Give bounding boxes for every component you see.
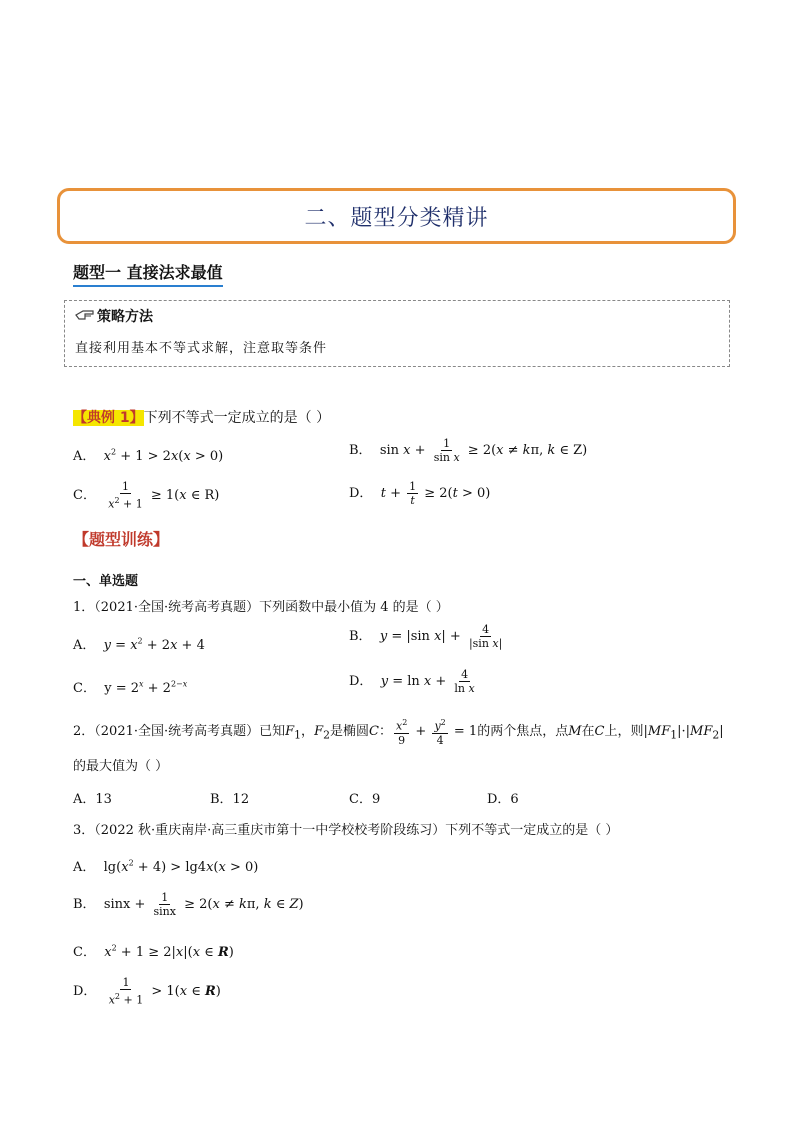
q2-choice-d: D．6 [487,792,519,807]
section-heading: 题型一 直接法求最值 [73,262,223,287]
training-heading: 【题型训练】 [73,530,170,549]
q1-option-a: A． $y = x^2 + 2x + 4$ [73,636,205,653]
example-label: 【典例 1】 [73,410,144,426]
single-choice-heading: 一、单选题 [73,574,139,589]
q1-option-b: B． y = |sin x| + $\frac{4}{\text{|sin x|}}$ [349,623,503,650]
example-1 [73,407,330,427]
q3-option-a: A． $\lg(x^2 + 4) > \lg 4x(x > 0)$ [73,858,259,875]
pointing-hand-icon [75,308,95,322]
q3-option-c: C． $x^2 + 1 \ge 2|x|(x$ ∈ R) [73,943,234,960]
example-question: 下列不等式一定成立的是（ ） [143,410,331,426]
page-title: 二、题型分类精讲 [304,205,489,231]
example-option-a: A． $x^2 + 1 > 2x(x > 0)$ [73,447,224,464]
question-2-stem-line2: 的最大值为（ ） [73,759,169,774]
question-1-stem: 1．（2021·全国·统考高考真题）下列函数中最小值为 4 的是（ ） [73,600,449,615]
question-3-stem: 3．（2022 秋·重庆南岸·高三重庆市第十一中学校校考阶段练习）下列不等式一定成立的是（ ） [73,823,619,838]
q1-option-c: C． $y = 2^x + 2^{2-x}$ [73,679,188,696]
q2-choice-a: A．13 [73,792,112,807]
q3-option-b: B． sinx + $\frac{1}{\sin x}$ ≥ 2(x ≠ kπ, k ∈ Z) [73,891,304,918]
q1-option-d: D． y = ln x + $\frac{4}{\text{ln x}}$ [349,668,475,695]
example-option-b: B． sin x + $\frac{1}{\text{sin x}}$ ≥ 2(x ≠ kπ, k ∈ Z) [349,437,588,464]
q3-option-d: D． $\frac{1}{x^2 + 1}$ > 1(x ∈ R) [73,976,221,1007]
example-option-d: D． t + $\frac{1}{t}$ ≥ 2(t > 0) [349,480,491,507]
strategy-text: 直接利用基本不等式求解，注意取等条件 [75,341,328,356]
q2-choice-b: B．12 [210,792,250,807]
strategy-box [64,300,730,367]
section-title-box [57,188,736,244]
example-option-c: C． $\frac{1}{x^2 + 1}$ ≥ 1(x ∈ R) [73,480,220,511]
strategy-label: 策略方法 [97,309,153,325]
question-2-stem: 2．（2021·全国·统考高考真题）已知$F_1$，$F_2$是椭圆C： $\frac{x^2}{9}$ + $\frac{y^2}{4}$ = 1的两个焦点，点M在C上，则$|MF_1|\cdot|MF_2|$ [73,718,724,747]
q2-choice-c: C．9 [349,792,381,807]
